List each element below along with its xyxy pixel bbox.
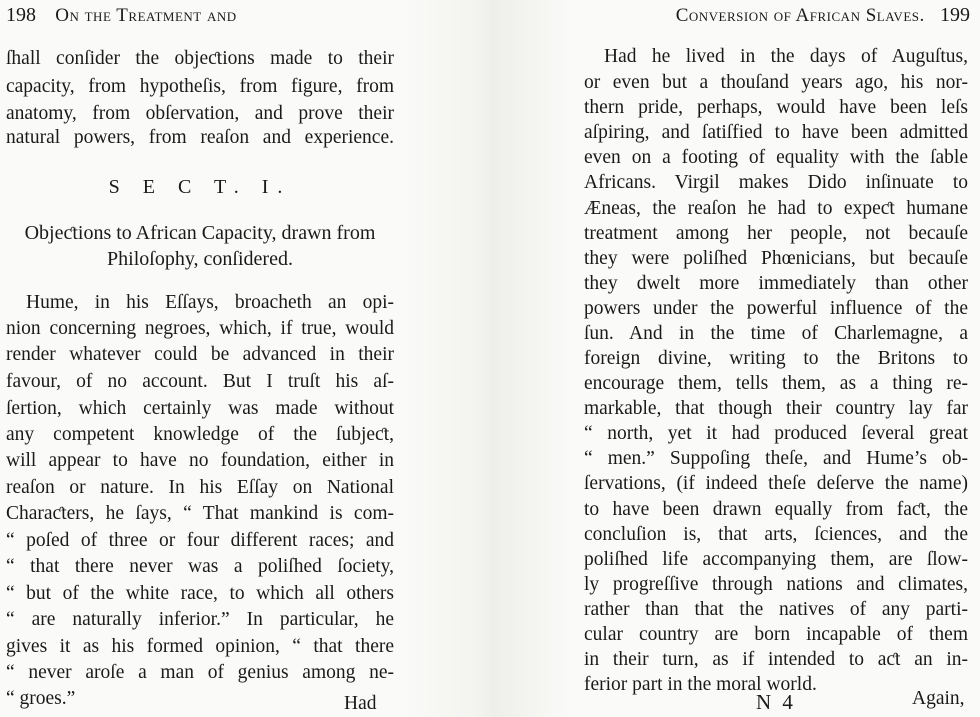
text-line: will appear to have no foundation, either in: [6, 450, 394, 471]
text-line: poliſhed life accompanying them, are ſlow-: [584, 549, 968, 570]
text-line: in their turn, as if intended to aƈt an in-: [584, 649, 968, 670]
text-line: “ groes.”: [6, 688, 76, 709]
left-running-head-title: On the Treatment and: [55, 5, 237, 26]
signature-mark: N 4: [756, 690, 796, 714]
text-line: they dwelt more immediately than other: [584, 273, 968, 294]
text-line: “ but of the white race, to which all others: [6, 583, 394, 604]
text-line: Had he lived in the days of Auguſtus,: [604, 46, 968, 67]
text-line: reaſon or nature. In his Eſſay on National: [6, 477, 394, 498]
text-line: nion concerning negroes, which, if true, would: [6, 318, 394, 339]
text-line: powers under the powerful influence of the: [584, 298, 968, 319]
text-line: or even but a thouſand years ago, his nor-: [584, 72, 968, 93]
text-line: even on a footing of equality with the ſable: [584, 147, 968, 168]
text-line: to have been drawn equally from faƈt, the: [584, 499, 968, 520]
text-line: favour, of no account. But I truſt his aſ-: [6, 371, 394, 392]
text-line: Africans. Virgil makes Dido inſinuate to: [584, 172, 968, 193]
left-catchword: Had: [344, 693, 377, 714]
text-line: render whatever could be advanced in their: [6, 344, 394, 365]
text-line: “ north, yet it had produced ſeveral great: [584, 423, 968, 444]
text-line: aſpiring, and ſatiſfied to have been admitted: [584, 122, 968, 143]
text-line: encourage them, tells them, as a thing re-: [584, 373, 968, 394]
text-line: ly progreſſive through nations and climates,: [584, 574, 968, 595]
right-page-number: 199: [940, 4, 970, 26]
text-line: concluſion is, that arts, ſciences, and the: [584, 524, 968, 545]
text-line: “ poſed of three or four different races; and: [6, 530, 394, 551]
text-line: treatment among her people, not becauſe: [584, 223, 968, 244]
text-line: ſervations, (if indeed theſe deſerve the name): [584, 473, 968, 494]
text-line: cular country are born incapable of them: [584, 624, 968, 645]
subheading-line: Objeƈtions to African Capacity, drawn from: [24, 222, 376, 244]
text-line: “ men.” Suppoſing theſe, and Hume’s ob-: [584, 448, 968, 469]
text-line: they were poliſhed Phœnicians, but becauſe: [584, 248, 968, 269]
right-catchword: Again,: [912, 688, 965, 709]
text-line: Charaƈters, he ſays, “ That mankind is com-: [6, 503, 394, 524]
text-line: Æneas, the reaſon he had to expeƈt humane: [584, 198, 968, 219]
text-line: “ are naturally inferior.” In particular, he: [6, 609, 394, 630]
left-running-head: [6, 4, 237, 27]
text-line: “ that there never was a poliſhed ſociety,: [6, 556, 394, 577]
text-line: natural powers, from reaſon and experience.: [6, 127, 394, 148]
text-line: “ never aroſe a man of genius among ne-: [6, 662, 394, 683]
text-line: capacity, from hypotheſis, from figure, from: [6, 76, 394, 97]
text-line: thern pride, perhaps, would have been leſs: [584, 97, 968, 118]
right-running-head-title: Conversion of African Slaves.: [675, 5, 925, 26]
left-page-number: 198: [6, 4, 36, 26]
text-line: ſertion, which certainly was made without: [6, 398, 394, 419]
book-gutter: [400, 0, 570, 717]
text-line: foreign divine, writing to the Britons to: [584, 348, 968, 369]
text-line: markable, that though their country lay far: [584, 398, 968, 419]
text-line: ſhall conſider the objeƈtions made to their: [6, 48, 394, 69]
text-line: Hume, in his Eſſays, broacheth an opi-: [26, 292, 394, 313]
text-line: ferior part in the moral world.: [584, 674, 817, 695]
text-line: ſun. And in the time of Charlemagne, a: [584, 323, 968, 344]
subheading-line: Philoſophy, conſidered.: [107, 248, 293, 270]
text-line: rather than that the natives of any parti-: [584, 599, 968, 620]
text-line: anatomy, from obſervation, and prove their: [6, 103, 394, 124]
text-line: any competent knowledge of the ſubjeƈt,: [6, 424, 394, 445]
section-title: S E C T. I.: [108, 176, 292, 198]
text-line: gives it as his formed opinion, “ that there: [6, 636, 394, 657]
right-running-head: [676, 4, 970, 27]
